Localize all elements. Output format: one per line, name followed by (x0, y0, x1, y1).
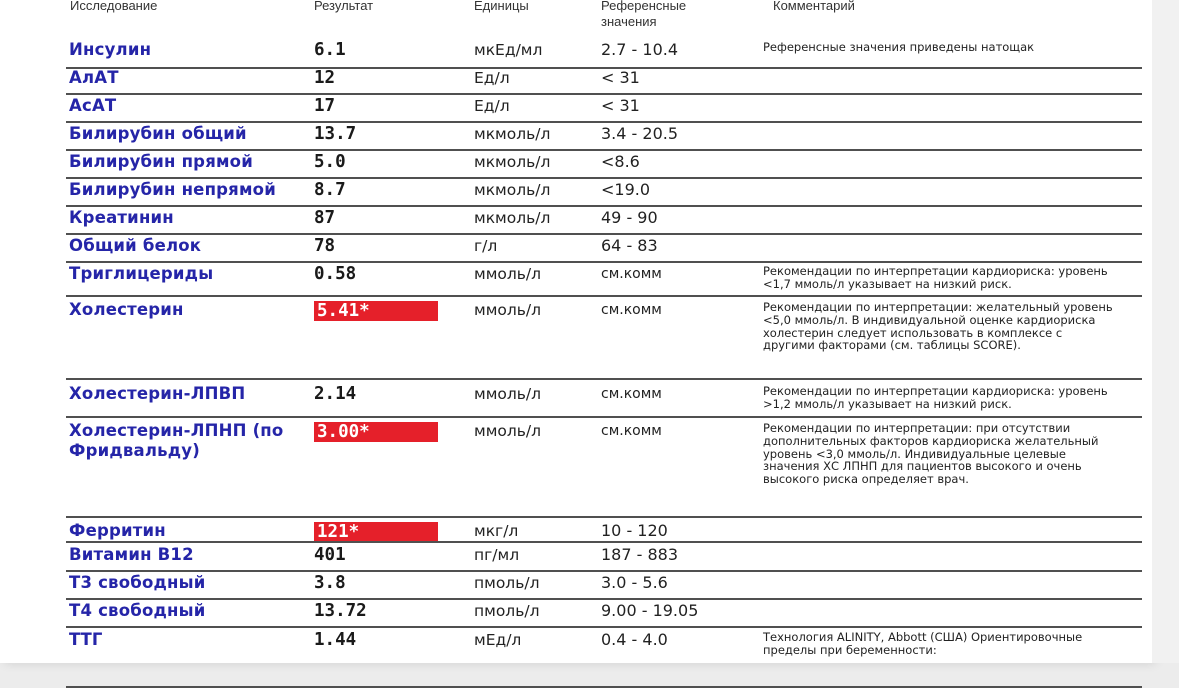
units: мкЕд/мл (474, 41, 543, 59)
reference-range: 3.0 - 5.6 (601, 573, 668, 592)
row-divider (66, 295, 1142, 297)
units: мкмоль/л (474, 181, 551, 199)
row-divider (66, 516, 1142, 518)
row-divider (66, 149, 1142, 151)
row-divider (66, 233, 1142, 235)
reference-range: см.комм (601, 266, 662, 282)
reference-range: 0.4 - 4.0 (601, 630, 668, 649)
reference-range: 9.00 - 19.05 (601, 601, 699, 620)
header-test: Исследование (70, 0, 158, 13)
reference-range: 187 - 883 (601, 545, 679, 564)
row-divider (66, 261, 1142, 263)
result-value: 12 (314, 68, 336, 88)
test-name: ТТГ (69, 630, 103, 649)
reference-range: 10 - 120 (601, 521, 668, 540)
test-name: Билирубин непрямой (69, 180, 276, 199)
comment: Технология ALINITY, Abbott (США) Ориентировочные пределы при беременности: (763, 630, 1083, 657)
result-value: 6.1 (314, 40, 346, 60)
comment: Рекомендации по интерпретации кардиориска: уровень >1,2 ммоль/л указывает на низкий риск. (763, 384, 1108, 411)
reference-range: 64 - 83 (601, 236, 658, 255)
test-name: Т3 свободный (69, 573, 206, 592)
reference-range: <8.6 (601, 152, 640, 171)
units: Ед/л (474, 97, 510, 115)
comment: Рекомендации по интерпретации: при отсутствии дополнительных факторов кардиориска желательный уровень <3,0 ммоль/л. Индивидуальные целевые значения ХС ЛПНП для пациентов высокого и очень высокого риска определяет врач. (763, 421, 1099, 487)
row-divider (66, 598, 1142, 600)
comment: Рекомендации по интерпретации: желательный уровень <5,0 ммоль/л. В индивидуальной оценке кардиориска холестерин следует использовать в комплексе с другими факторами (см. таблицы SCORE). (763, 300, 1113, 353)
result-value-flagged: 121* (314, 522, 438, 542)
reference-range: 49 - 90 (601, 208, 658, 227)
reference-range: 2.7 - 10.4 (601, 40, 679, 59)
row-divider (66, 177, 1142, 179)
row-divider (66, 541, 1142, 543)
units: ммоль/л (474, 265, 542, 283)
header-comment: Комментарий (773, 0, 855, 13)
test-name: Холестерин-ЛПВП (69, 384, 246, 403)
result-value: 0.58 (314, 264, 357, 284)
reference-range: см.комм (601, 386, 662, 402)
result-value: 1.44 (314, 630, 357, 650)
result-value: 13.7 (314, 124, 357, 144)
units: мЕд/л (474, 631, 522, 649)
row-divider (66, 93, 1142, 95)
test-name: Креатинин (69, 208, 174, 227)
row-divider (66, 416, 1142, 418)
header-reference-line1: Референсные (601, 0, 687, 13)
reference-range: см.комм (601, 423, 662, 439)
result-value: 3.8 (314, 573, 346, 593)
result-value-flagged: 5.41* (314, 301, 438, 321)
reference-range: < 31 (601, 96, 640, 115)
result-value: 78 (314, 236, 336, 256)
test-name: Витамин В12 (69, 545, 194, 564)
result-value: 8.7 (314, 180, 346, 200)
header-units: Единицы (474, 0, 529, 13)
units: пмоль/л (474, 574, 540, 592)
reference-range: <19.0 (601, 180, 651, 199)
reference-range: 3.4 - 20.5 (601, 124, 679, 143)
comment: Референсные значения приведены натощак (763, 40, 1035, 54)
test-name: АсАТ (69, 96, 117, 115)
test-name: Общий белок (69, 236, 202, 255)
units: г/л (474, 237, 498, 255)
test-name: АлАТ (69, 68, 119, 87)
units: пмоль/л (474, 602, 540, 620)
reference-range: см.комм (601, 302, 662, 318)
reference-range: < 31 (601, 68, 640, 87)
result-value: 2.14 (314, 384, 357, 404)
units: Ед/л (474, 69, 510, 87)
result-value: 5.0 (314, 152, 346, 172)
test-name: Ферритин (69, 521, 166, 540)
units: мкмоль/л (474, 125, 551, 143)
result-value-flagged: 3.00* (314, 422, 438, 442)
test-name: Инсулин (69, 40, 152, 59)
row-divider (66, 205, 1142, 207)
test-name: Билирубин прямой (69, 152, 253, 171)
header-result: Результат (314, 0, 374, 13)
page-gutter (1152, 0, 1179, 663)
result-value: 87 (314, 208, 336, 228)
units: мкмоль/л (474, 209, 551, 227)
header-reference-line2: значения (601, 14, 657, 29)
row-divider (66, 626, 1142, 628)
test-name: Триглицериды (69, 264, 214, 283)
units: ммоль/л (474, 422, 542, 440)
units: пг/мл (474, 546, 520, 564)
comment: Рекомендации по интерпретации кардиориска: уровень <1,7 ммоль/л указывает на низкий риск. (763, 264, 1108, 291)
test-name: Т4 свободный (69, 601, 206, 620)
result-value: 13.72 (314, 601, 367, 621)
units: мкмоль/л (474, 153, 551, 171)
row-divider (66, 378, 1142, 380)
row-divider (66, 121, 1142, 123)
units: мкг/л (474, 522, 519, 540)
test-name: Холестерин (69, 300, 184, 319)
units: ммоль/л (474, 385, 542, 403)
test-name: Билирубин общий (69, 124, 247, 143)
result-value: 17 (314, 96, 336, 116)
result-value: 401 (314, 545, 346, 565)
units: ммоль/л (474, 301, 542, 319)
test-name: Холестерин-ЛПНП (по Фридвальду) (69, 421, 284, 460)
header-reference (601, 0, 686, 30)
table-header (0, 0, 1152, 36)
row-divider (66, 570, 1142, 572)
